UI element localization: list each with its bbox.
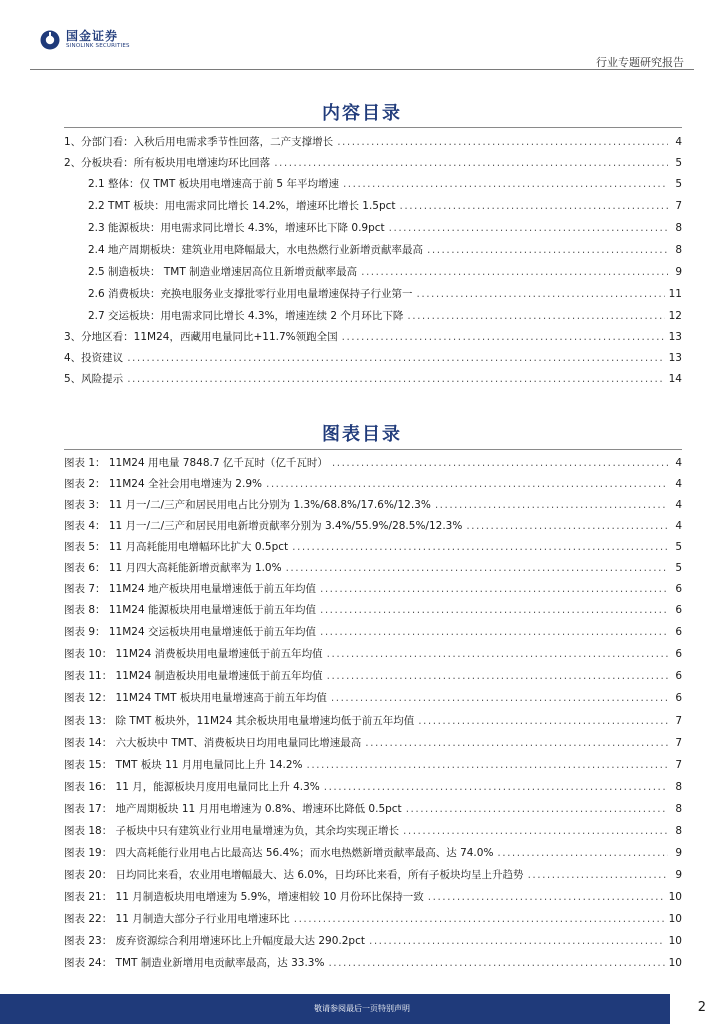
footer-disclaimer: 敬请参阅最后一页特别声明	[314, 1004, 410, 1013]
figure-item[interactable]: 图表 5： 11 月高耗能用电增幅环比扩大 0.5pct ..... 5	[64, 539, 682, 554]
toc-subitem[interactable]: 2.7 交运板块：用电需求同比增长 4.3%，增速连续 2 个月环比下降 ..... 12	[88, 308, 682, 323]
figure-item[interactable]: 图表 6： 11 月四大高耗能新增贡献率为 1.0% ..... 5	[64, 560, 682, 575]
figure-item[interactable]: 图表 18： 子板块中只有建筑业行业用电量增速为负，其余均实现正增长 ..... 8	[64, 823, 682, 838]
figure-item[interactable]: 图表 16： 11 月，能源板块月度用电量同比上升 4.3% ..... 8	[64, 779, 682, 794]
page-footer	[0, 994, 724, 1024]
figure-list-title: 图表目录	[322, 424, 402, 445]
figure-list-title-divider	[64, 449, 682, 450]
page-number: 2	[697, 1000, 706, 1015]
page-number-tab	[670, 994, 724, 1024]
figure-item[interactable]: 图表 20： 日均同比来看，农业用电增幅最大、达 6.0%，日均环比来看，所有子板块均呈上升趋势 ..... 9	[64, 867, 682, 882]
figure-item[interactable]: 图表 12： 11M24 TMT 板块用电量增速高于前五年均值 ..... 6	[64, 690, 682, 705]
figure-item[interactable]: 图表 8： 11M24 能源板块用电量增速低于前五年均值 ..... 6	[64, 602, 682, 617]
page-header	[0, 0, 724, 70]
figure-item[interactable]: 图表 24： TMT 制造业新增用电贡献率最高，达 33.3% ..... 10	[64, 955, 682, 970]
figure-item[interactable]: 图表 4： 11 月一/二/三产和居民用电新增贡献率分别为 3.4%/55.9%/28.5%/12.3% ..... 4	[64, 518, 682, 533]
toc-subitem[interactable]: 2.2 TMT 板块：用电需求同比增长 14.2%，增速环比增长 1.5pct ..... 7	[88, 198, 682, 213]
logo-english-name: SINOLINK SECURITIES	[66, 43, 130, 50]
figure-item[interactable]: 图表 7： 11M24 地产板块用电量增速低于前五年均值 ..... 6	[64, 581, 682, 596]
company-logo	[40, 30, 130, 50]
figure-item[interactable]: 图表 13： 除 TMT 板块外，11M24 其余板块用电量增速均低于前五年均值 ..... 7	[64, 713, 682, 728]
toc-title: 内容目录	[322, 103, 402, 124]
toc-item[interactable]: 1、分部门看：入秋后用电需求季节性回落，二产支撑增长 ..... 4	[64, 134, 682, 149]
figure-item[interactable]: 图表 10： 11M24 消费板块用电量增速低于前五年均值 ..... 6	[64, 646, 682, 661]
figure-item[interactable]: 图表 23： 废弃资源综合利用增速环比上升幅度最大达 290.2pct ..... 10	[64, 933, 682, 948]
figure-item[interactable]: 图表 14： 六大板块中 TMT、消费板块日均用电量同比增速最高 ..... 7	[64, 735, 682, 750]
logo-chinese-name: 国金证券	[66, 29, 119, 44]
toc-subitem[interactable]: 2.4 地产周期板块：建筑业用电降幅最大，水电热燃行业新增贡献率最高 ..... 8	[88, 242, 682, 257]
figure-item[interactable]: 图表 19： 四大高耗能行业用电占比最高达 56.4%；而水电热燃新增贡献率最高、达 74.0% ..... 9	[64, 845, 682, 860]
toc-subitem[interactable]: 2.1 整体：仅 TMT 板块用电增速高于前 5 年平均增速 ..... 5	[88, 176, 682, 191]
figure-item[interactable]: 图表 22： 11 月制造大部分子行业用电增速环比 ..... 10	[64, 911, 682, 926]
toc-subitem[interactable]: 2.5 制造板块： TMT 制造业增速居高位且新增贡献率最高 ..... 9	[88, 264, 682, 279]
toc-subitem[interactable]: 2.6 消费板块：充换电服务业支撑批零行业用电量增速保持子行业第一 ..... 11	[88, 286, 682, 301]
toc-subitem[interactable]: 2.3 能源板块：用电需求同比增长 4.3%，增速环比下降 0.9pct ..... 8	[88, 220, 682, 235]
figure-item[interactable]: 图表 1： 11M24 用电量 7848.7 亿千瓦时（亿千瓦时） ..... 4	[64, 455, 682, 470]
figure-item[interactable]: 图表 3： 11 月一/二/三产和居民用电占比分别为 1.3%/68.8%/17.6%/12.3% ..... 4	[64, 497, 682, 512]
figure-item[interactable]: 图表 15： TMT 板块 11 月用电量同比上升 14.2% ..... 7	[64, 757, 682, 772]
toc-item[interactable]: 2、分板块看：所有板块用电增速均环比回落 ..... 5	[64, 155, 682, 170]
figure-item[interactable]: 图表 9： 11M24 交运板块用电量增速低于前五年均值 ..... 6	[64, 624, 682, 639]
header-divider	[30, 69, 694, 70]
toc-item[interactable]: 4、投资建议 ..... 13	[64, 350, 682, 365]
toc-title-divider	[64, 127, 682, 128]
report-type-label: 行业专题研究报告	[596, 56, 684, 69]
figure-item[interactable]: 图表 21： 11 月制造板块用电增速为 5.9%，增速相较 10 月份环比保持一致 ..... 10	[64, 889, 682, 904]
toc-item[interactable]: 5、风险提示 ..... 14	[64, 371, 682, 386]
sinolink-logo-icon	[40, 30, 60, 50]
toc-item[interactable]: 3、分地区看：11M24，西藏用电量同比+11.7%领跑全国 ..... 13	[64, 329, 682, 344]
figure-item[interactable]: 图表 2： 11M24 全社会用电增速为 2.9% ..... 4	[64, 476, 682, 491]
figure-item[interactable]: 图表 17： 地产周期板块 11 月用电增速为 0.8%、增速环比降低 0.5pct ..... 8	[64, 801, 682, 816]
figure-item[interactable]: 图表 11： 11M24 制造板块用电量增速低于前五年均值 ..... 6	[64, 668, 682, 683]
